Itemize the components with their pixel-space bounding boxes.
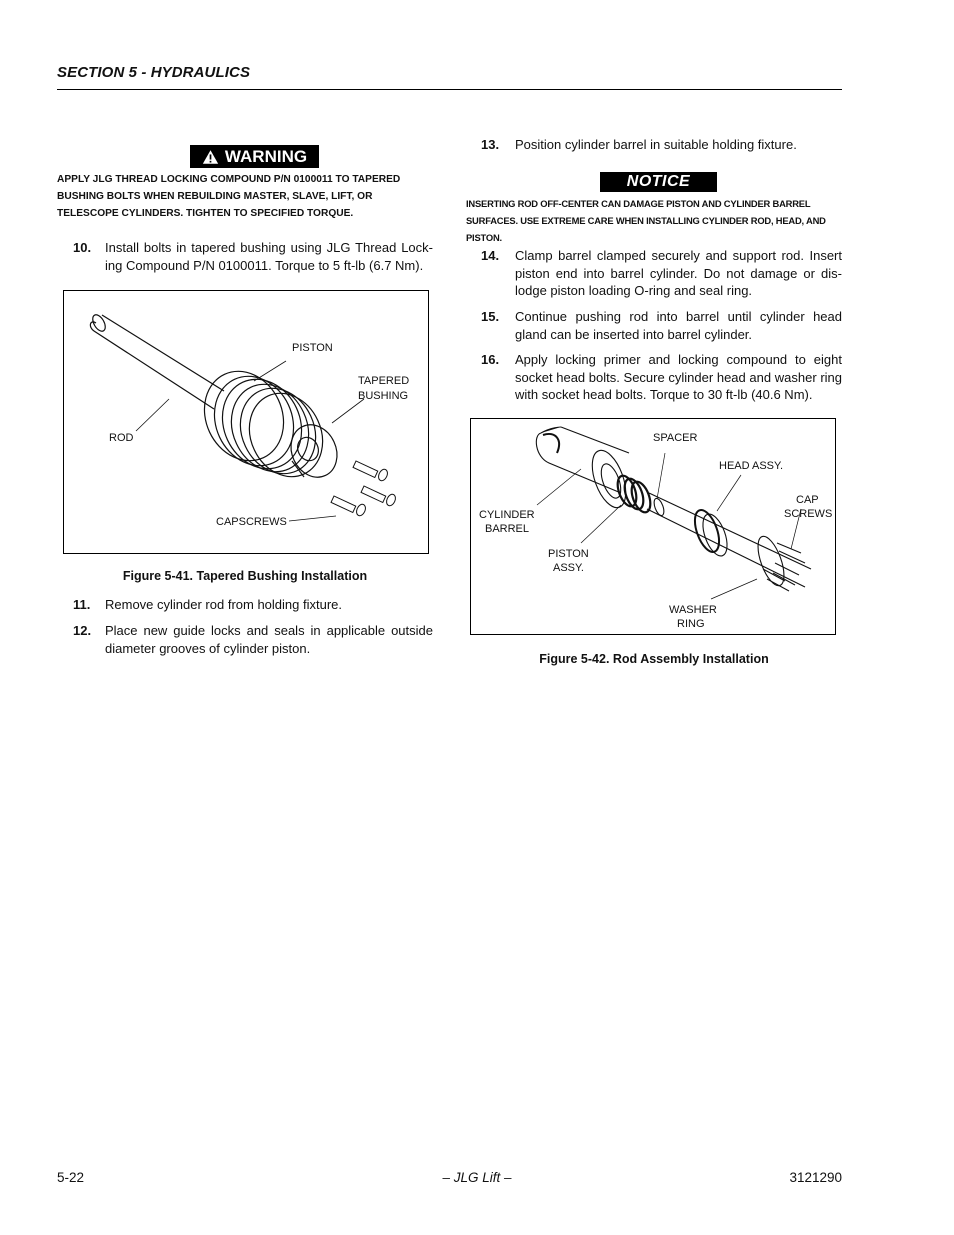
step-number: 16. bbox=[481, 352, 500, 367]
tapered-bushing-illustration bbox=[64, 291, 428, 553]
label-bushing: BUSHING bbox=[358, 390, 409, 402]
step-15 bbox=[466, 308, 842, 343]
label-washer: WASHER bbox=[669, 604, 717, 616]
label-cylinder: CYLINDER bbox=[479, 509, 535, 521]
step-number: 11. bbox=[73, 597, 91, 612]
figure-5-42-caption: Figure 5-42. Rod Assembly Installation bbox=[539, 652, 769, 666]
step-number: 12. bbox=[73, 623, 92, 638]
warning-label: WARNING bbox=[224, 146, 308, 166]
step-11 bbox=[57, 596, 433, 614]
notice-label: NOTICE bbox=[626, 173, 691, 190]
label-barrel: BARREL bbox=[485, 523, 530, 535]
notice-badge bbox=[600, 172, 717, 192]
page-number: 5-22 bbox=[57, 1170, 85, 1185]
warning-badge bbox=[190, 145, 319, 168]
step-text: Remove cylinder rod from holding fixture. bbox=[105, 597, 342, 612]
label-spacer: SPACER bbox=[653, 432, 698, 444]
step-14 bbox=[466, 247, 842, 300]
step-text: Position cylinder barrel in suitable holding fixture. bbox=[515, 137, 797, 152]
warning-message: APPLY JLG THREAD LOCKING COMPOUND P/N 0100011 TO TAPERED BUSHING BOLTS WHEN REBUILDING MASTER, SLAVE, LIFT, OR TELESCOPE CYLINDERS. TIGHTEN TO SPECIFIED TORQUE. bbox=[57, 174, 401, 219]
label-head-assy: HEAD ASSY. bbox=[719, 460, 783, 472]
step-number: 10. bbox=[73, 240, 92, 255]
label-rod: ROD bbox=[109, 432, 134, 444]
figure-5-41-caption: Figure 5-41. Tapered Bushing Installation bbox=[122, 569, 368, 583]
figure-tapered-bushing bbox=[63, 290, 429, 554]
step-13 bbox=[466, 136, 842, 154]
label-capscrews: CAPSCREWS bbox=[216, 516, 287, 528]
notice-message: INSERTING ROD OFF-CENTER CAN DAMAGE PISTON AND CYLINDER BARREL SURFACES. USE EXTREME CARE WHEN INSTALLING CYLINDER ROD, HEAD, AND PISTON. bbox=[466, 198, 826, 243]
label-tapered: TAPERED bbox=[358, 375, 410, 387]
footer-brand: – JLG Lift – bbox=[442, 1170, 512, 1185]
section-title: SECTION 5 - HYDRAULICS bbox=[57, 64, 251, 81]
label-cap: CAP bbox=[796, 494, 819, 506]
header-divider bbox=[57, 89, 842, 90]
document-number: 3121290 bbox=[789, 1170, 842, 1185]
step-number: 14. bbox=[481, 248, 500, 263]
step-16 bbox=[466, 351, 842, 404]
label-piston: PISTON bbox=[548, 548, 589, 560]
figure-rod-assembly bbox=[470, 418, 836, 635]
label-ring: RING bbox=[677, 618, 705, 630]
warning-triangle-icon bbox=[202, 149, 219, 165]
step-text: Apply locking primer and locking compound to eight socket head bolts. Secure cylinder head and washer ring with socket head bolts. Torque to 30 ft-lb (40.6 Nm). bbox=[515, 352, 842, 402]
step-12 bbox=[57, 622, 433, 657]
step-10 bbox=[57, 239, 433, 274]
step-number: 15. bbox=[481, 309, 500, 324]
step-text: Continue pushing rod into barrel until cylinder head gland can be inserted into barrel cylinder. bbox=[515, 309, 842, 342]
step-text: Clamp barrel clamped securely and support rod. Insert piston end into barrel cylinder. Do not damage or dis-lodge piston loading O-ring and seal ring. bbox=[515, 248, 842, 298]
label-assy: ASSY. bbox=[553, 562, 584, 574]
step-number: 13. bbox=[481, 137, 500, 152]
label-piston: PISTON bbox=[292, 342, 333, 354]
step-text: Place new guide locks and seals in applicable outside diameter grooves of cylinder piston. bbox=[105, 623, 433, 656]
step-text: Install bolts in tapered bushing using JLG Thread Lock-ing Compound P/N 0100011. Torque to 5 ft-lb (6.7 Nm). bbox=[105, 240, 433, 273]
label-screws: SCREWS bbox=[784, 508, 833, 520]
